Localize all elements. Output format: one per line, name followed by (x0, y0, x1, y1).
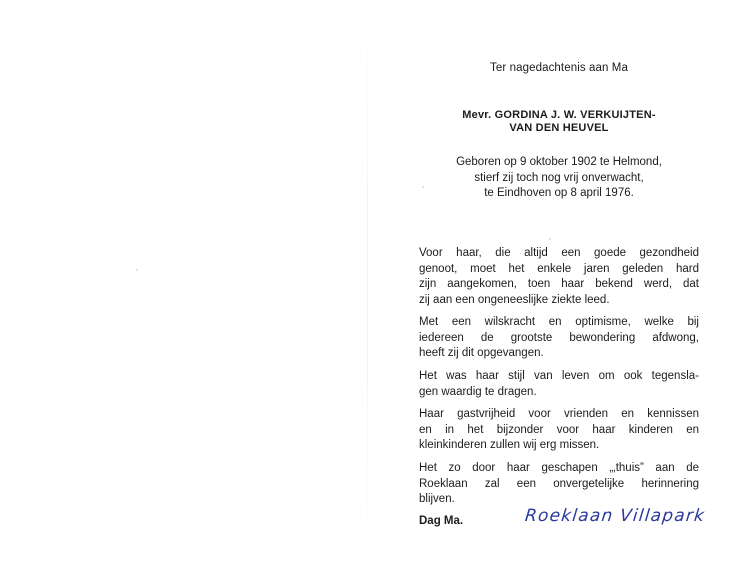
born-line-3: te Eindhoven op 8 april 1976. (484, 187, 634, 199)
deceased-name (419, 109, 699, 134)
paragraph-health (419, 246, 699, 308)
name-line-2: VAN DEN HEUVEL (509, 121, 609, 134)
paragraph-line: iedereen de grootste bewondering afdwong, (419, 331, 699, 344)
paragraph-style (419, 369, 699, 400)
paragraph-hospitality (419, 407, 699, 454)
born-line-1: Geboren op 9 oktober 1902 te Helmond, (456, 156, 662, 168)
card-heading: Ter nagedachtenis aan Ma (490, 62, 628, 74)
paragraph-line: gen waardig te dragen. (419, 385, 537, 398)
paragraph-line: Haar gastvrijheid voor vrienden en kennissen (419, 408, 699, 420)
paragraph-line: Het was haar stijl van leven om ook tegensla- (419, 370, 699, 382)
closing-farewell: Dag Ma. (419, 515, 464, 527)
paragraph-line: heeft zij dit opgevangen. (419, 347, 544, 360)
paragraph-line: en in het bijzonder voor haar kinderen en (419, 423, 699, 436)
handwritten-note: Roeklaan Villapark (523, 506, 707, 526)
paper-speck (136, 269, 138, 271)
paragraph-line: Het zo door haar geschapen „‚thuis” aan de (419, 462, 699, 474)
paragraph-line: Voor haar, die altijd een goede gezondheid (419, 247, 699, 259)
paragraph-line: zij aan een ongeneeslijke ziekte leed. (419, 293, 610, 306)
paper-speck (549, 238, 551, 240)
paragraph-line: blijven. (419, 493, 455, 506)
paragraph-line: genoot, moet het enkele jaren geleden hard (419, 262, 699, 275)
card-fold (367, 0, 368, 568)
birth-death-statement (419, 155, 699, 202)
paragraph-line: kleinkinderen zullen wij erg missen. (419, 439, 600, 452)
name-line-1: Mevr. GORDINA J. W. VERKUIJTEN- (462, 109, 656, 121)
paragraph-line: zijn aangekomen, toen haar bekend werd, dat (419, 278, 699, 291)
paragraph-home (419, 461, 699, 508)
paragraph-willpower (419, 315, 699, 362)
born-line-2: stierf zij toch nog vrij onverwacht, (474, 171, 644, 184)
paragraph-line: Met een wilskracht en optimisme, welke bij (419, 316, 699, 328)
paragraph-line: Roeklaan zal een onvergetelijke herinnering (419, 477, 699, 490)
